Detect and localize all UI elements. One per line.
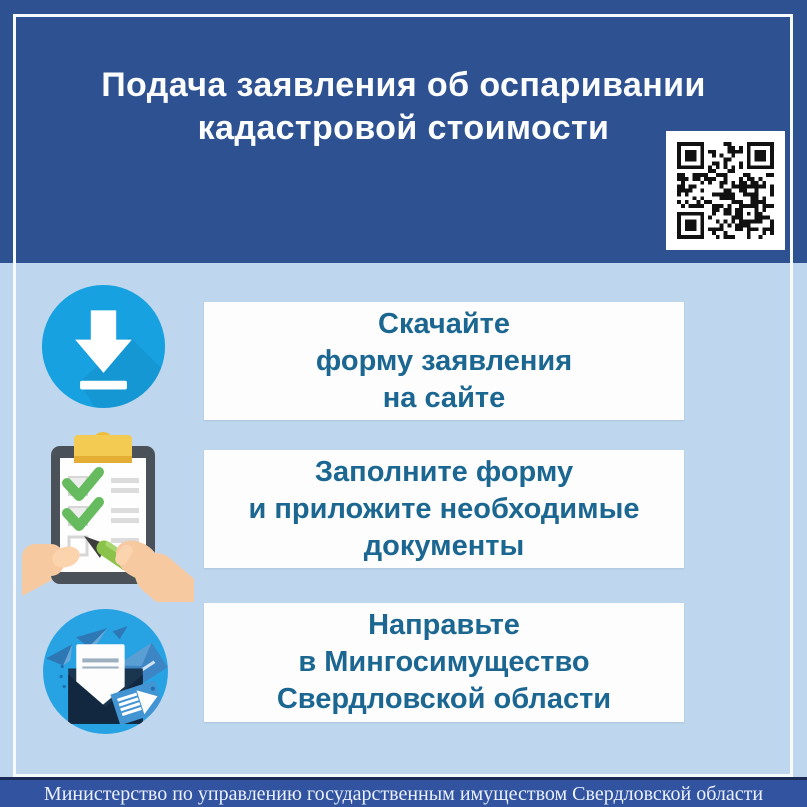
step-3-line-1: Направьте bbox=[368, 609, 520, 641]
step-2-text-box bbox=[204, 450, 684, 568]
step-1-line-2: форму заявления bbox=[315, 344, 573, 377]
step-2-line-1: Заполните форму bbox=[314, 455, 574, 488]
send-envelope-icon bbox=[40, 606, 171, 737]
step-2-line-2: и приложите необходимые bbox=[248, 492, 640, 525]
qr-code-pattern bbox=[677, 142, 774, 239]
step-3-text-box bbox=[204, 603, 684, 722]
step-3-line-3: Свердловской области bbox=[276, 683, 612, 715]
ministry-footer-text: Министерство по управлению государственным имуществом Свердловской области bbox=[43, 782, 764, 805]
step-3-line-2: в Мингосимущество bbox=[298, 646, 590, 678]
step-1-line-3: на сайте bbox=[382, 381, 506, 414]
download-icon bbox=[40, 283, 167, 410]
footer-bar bbox=[0, 777, 807, 807]
step-1-line-1: Скачайте bbox=[378, 307, 510, 340]
qr-code bbox=[666, 131, 785, 250]
title-line-1: Подача заявления об оспаривании bbox=[101, 66, 706, 104]
step-1-text-box bbox=[204, 302, 684, 420]
step-2-line-3: документы bbox=[363, 529, 525, 562]
title-line-2: кадастровой стоимости bbox=[197, 109, 610, 147]
clipboard-checklist-icon bbox=[22, 430, 194, 602]
